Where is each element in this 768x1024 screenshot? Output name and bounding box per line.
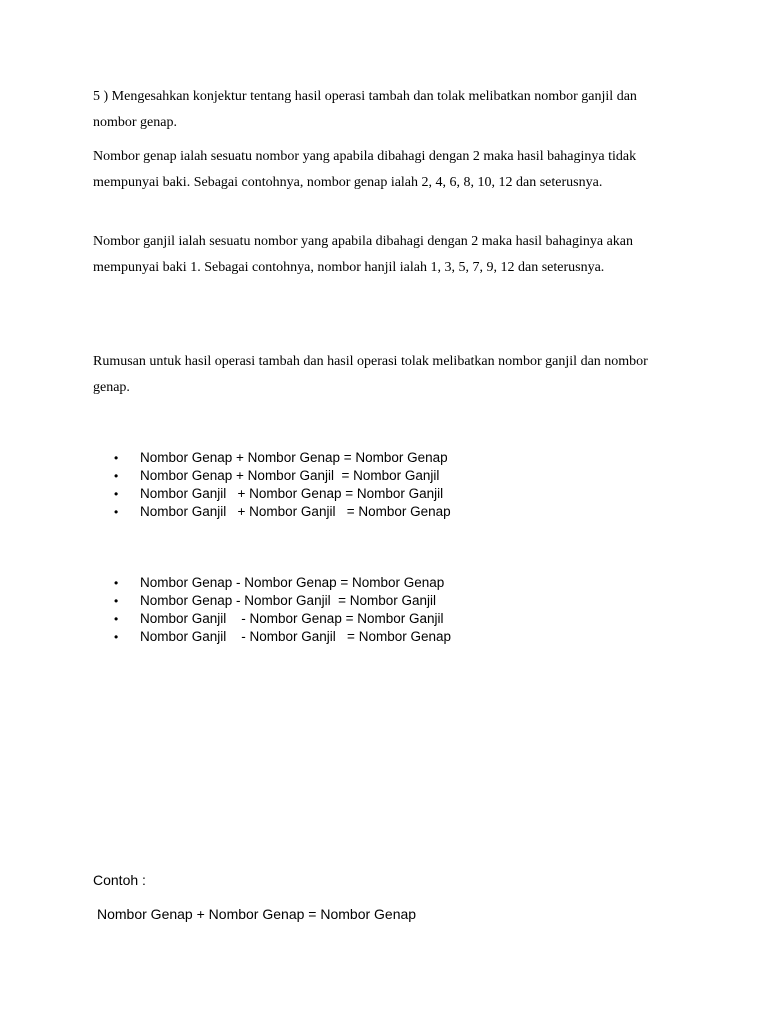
list-item (112, 574, 451, 592)
rule-text: Nombor Genap - Nombor Ganjil = Nombor Ganjil (140, 593, 436, 608)
heading-paragraph: 5 ) Mengesahkan konjektur tentang hasil operasi tambah dan tolak melibatkan nombor ganjil dan nombor genap. (93, 89, 637, 130)
rule-text: Nombor Ganjil - Nombor Ganjil = Nombor Genap (140, 629, 451, 644)
rule-text: Nombor Ganjil - Nombor Genap = Nombor Ganjil (140, 611, 444, 626)
bullet-icon: • (114, 576, 119, 590)
list-item (112, 485, 451, 503)
bullet-icon: • (114, 612, 119, 626)
list-item (112, 628, 451, 646)
rule-text: Nombor Genap + Nombor Genap = Nombor Genap (140, 450, 448, 465)
rule-text: Nombor Ganjil + Nombor Ganjil = Nombor Genap (140, 504, 451, 519)
example-line: Nombor Genap + Nombor Genap = Nombor Genap (97, 906, 417, 922)
list-item (112, 592, 451, 610)
list-item (112, 467, 451, 485)
bullet-icon: • (114, 630, 119, 644)
addition-rules-list (112, 449, 451, 521)
list-item (112, 503, 451, 521)
list-item (112, 449, 451, 467)
bullet-icon: • (114, 594, 119, 608)
bullet-icon: • (114, 451, 119, 465)
even-number-definition: Nombor genap ialah sesuatu nombor yang apabila dibahagi dengan 2 maka hasil bahaginya tidak mempunyai baki. Sebagai contohnya, nombor genap ialah 2, 4, 6, 8, 10, 12 dan seterusnya. (93, 149, 637, 190)
list-item (112, 610, 451, 628)
rule-text: Nombor Ganjil + Nombor Genap = Nombor Ganjil (140, 486, 444, 501)
example-label: Contoh : (93, 872, 146, 888)
bullet-icon: • (114, 505, 119, 519)
bullet-icon: • (114, 469, 119, 483)
odd-number-definition: Nombor ganjil ialah sesuatu nombor yang apabila dibahagi dengan 2 maka hasil bahaginya akan mempunyai baki 1. Sebagai contohnya, nombor hanjil ialah 1, 3, 5, 7, 9, 12 dan seterusnya. (93, 234, 634, 275)
bullet-icon: • (114, 487, 119, 501)
rule-text: Nombor Genap + Nombor Ganjil = Nombor Ganjil (140, 468, 440, 483)
subtraction-rules-list (112, 574, 451, 646)
summary-intro: Rumusan untuk hasil operasi tambah dan hasil operasi tolak melibatkan nombor ganjil dan nombor genap. (93, 354, 648, 395)
rule-text: Nombor Genap - Nombor Genap = Nombor Genap (140, 575, 445, 590)
